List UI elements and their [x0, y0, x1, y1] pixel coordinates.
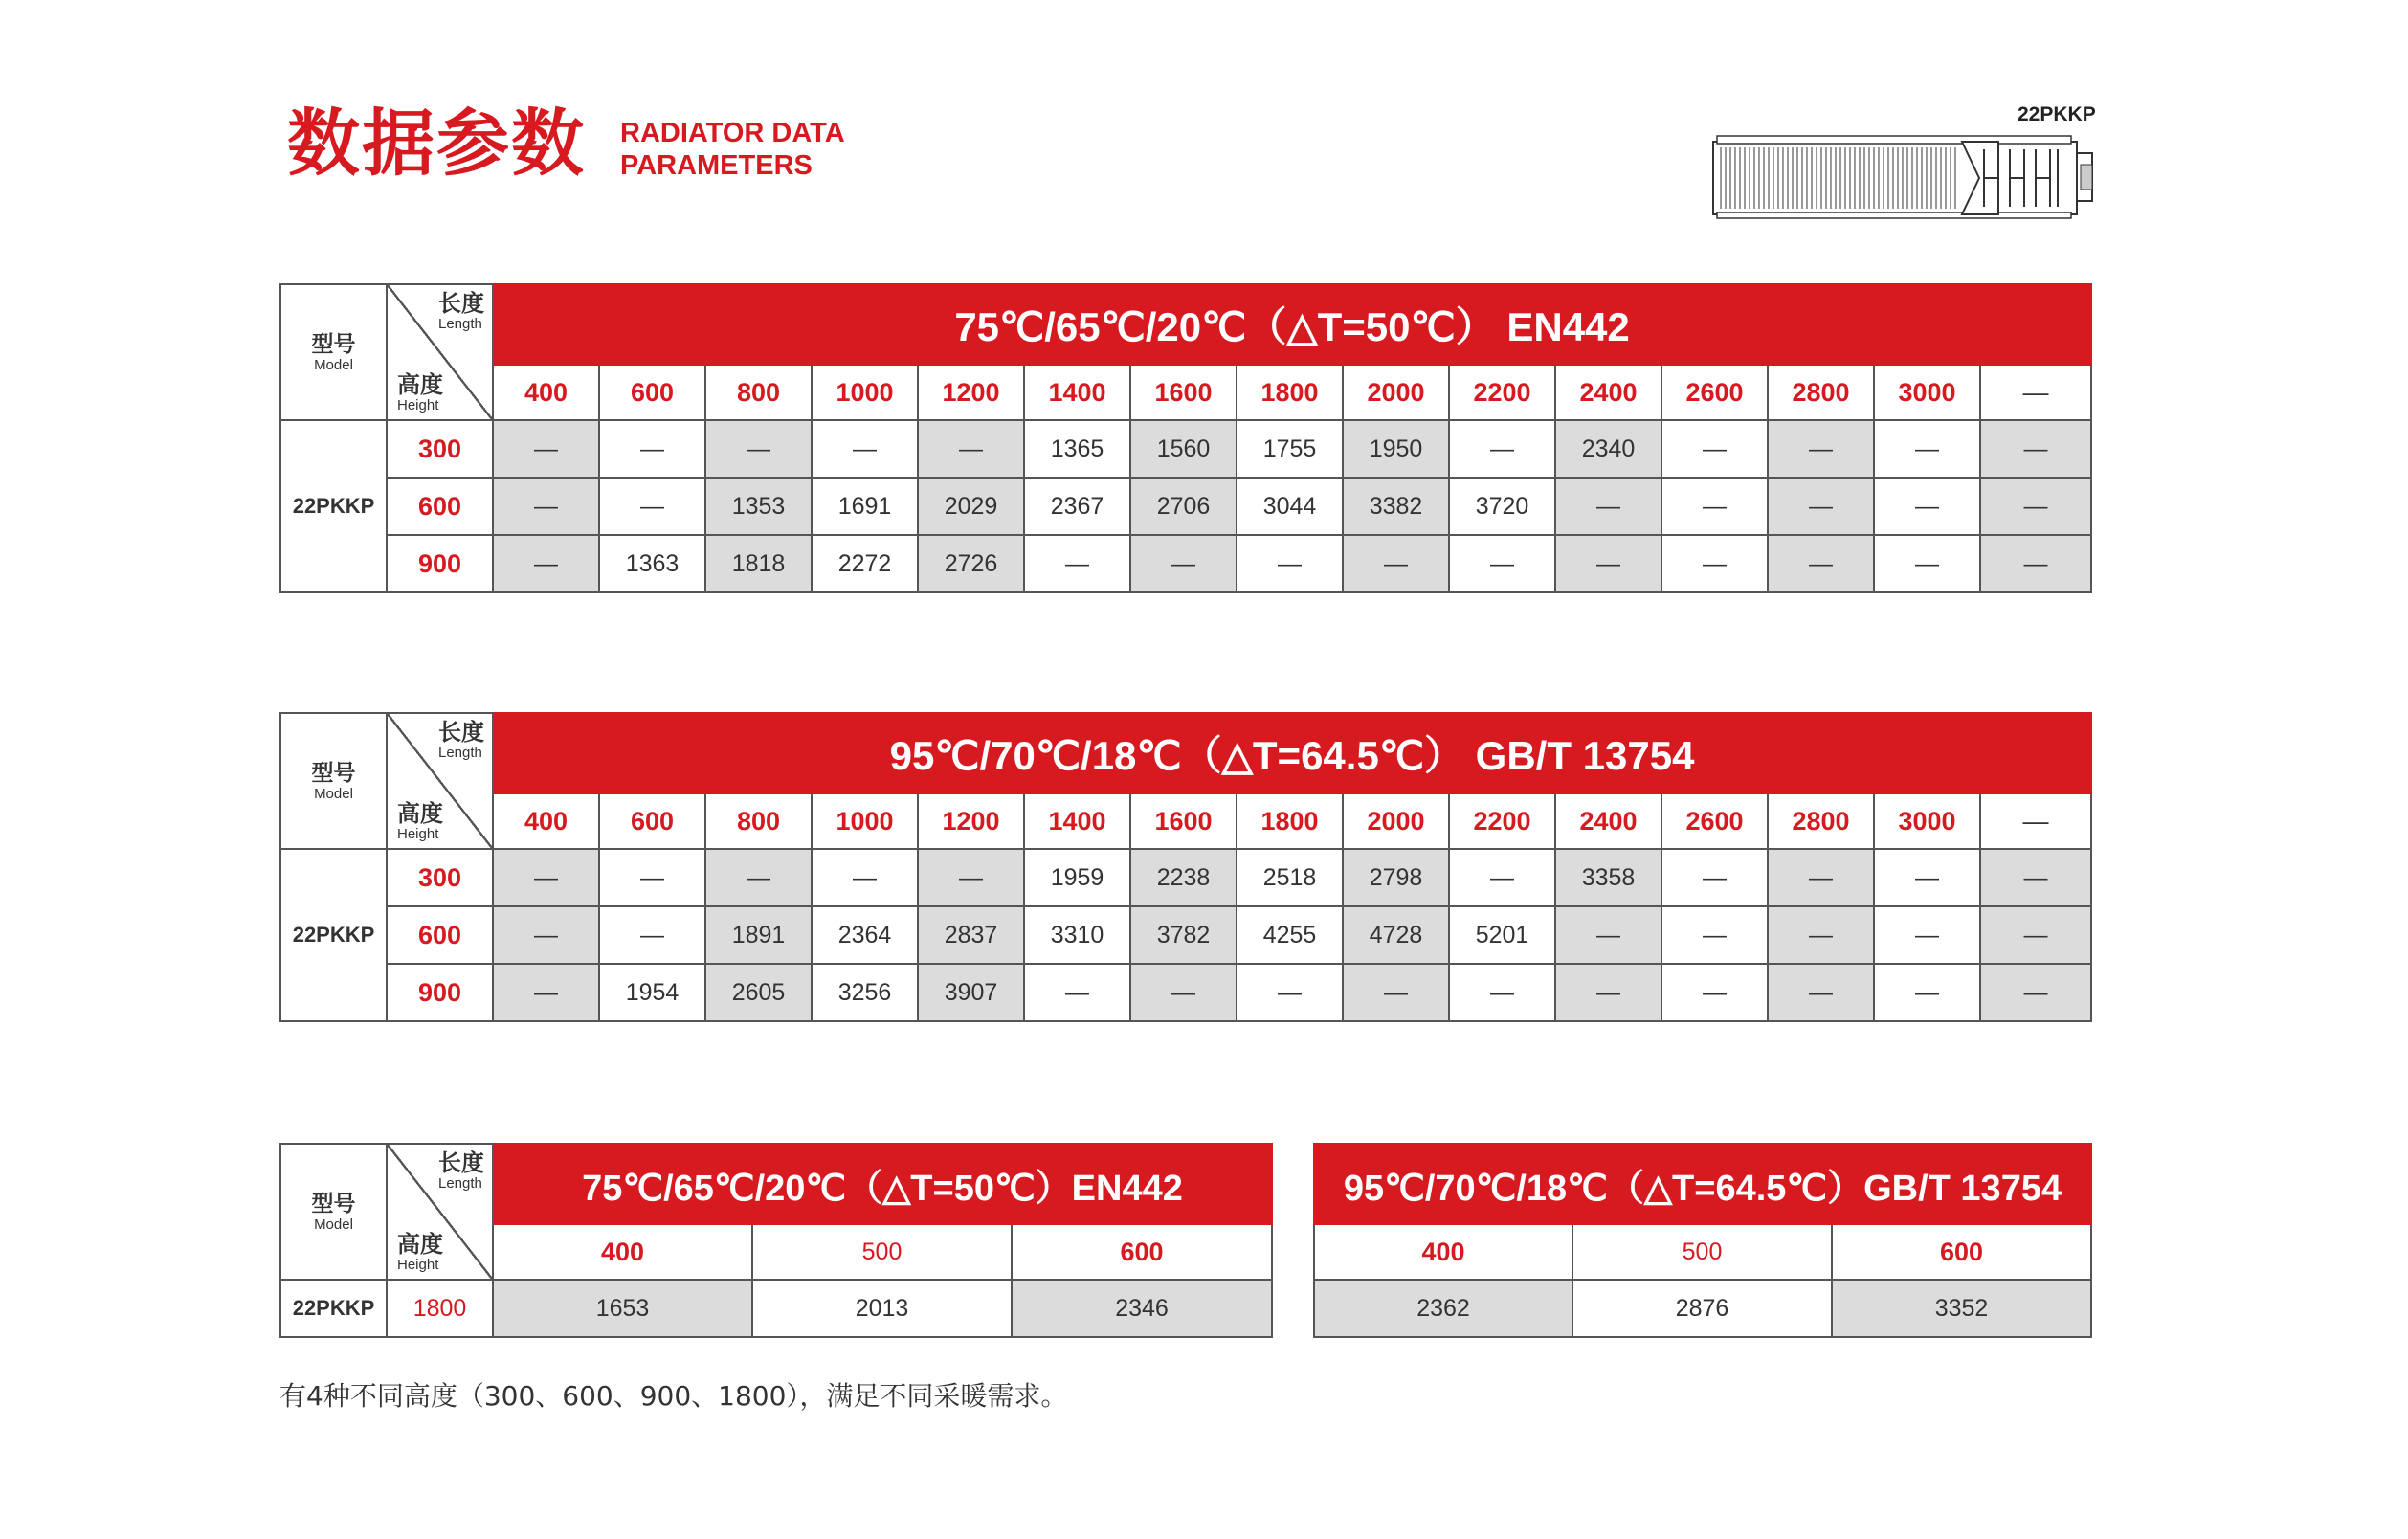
data-cell: — — [1980, 535, 2091, 592]
table-banner: 75℃/65℃/20℃（△T=50℃）EN442 — [493, 1144, 1272, 1224]
data-cell: — — [1874, 420, 1980, 478]
table-banner: 95℃/70℃/18℃（△T=64.5℃）GB/T 13754 — [1314, 1144, 2091, 1224]
data-cell: 1755 — [1237, 420, 1343, 478]
height-label-en: Height — [397, 826, 439, 842]
height-label-en: Height — [397, 397, 439, 413]
data-cell: 2029 — [918, 478, 1024, 535]
data-cell: 1959 — [1024, 849, 1130, 906]
data-cell: — — [1661, 849, 1768, 906]
data-cell: 2362 — [1314, 1280, 1572, 1337]
data-cell: 1950 — [1343, 420, 1449, 478]
data-cell: — — [1449, 420, 1555, 478]
data-table-1800-gbt13754 — [1313, 1143, 2092, 1338]
length-cell: 800 — [705, 793, 812, 849]
data-cell: — — [1980, 478, 2091, 535]
length-cell: 1800 — [1237, 793, 1343, 849]
data-cell: 3352 — [1832, 1280, 2091, 1337]
model-label-en: Model — [314, 356, 353, 373]
data-cell: — — [1980, 849, 2091, 906]
length-label-cn: 长度 — [438, 1150, 484, 1176]
data-cell: — — [1555, 478, 1661, 535]
data-cell: — — [493, 478, 599, 535]
length-label-en: Length — [438, 745, 482, 761]
height-cell: 1800 — [387, 1280, 493, 1337]
model-header — [280, 713, 387, 849]
length-cell: 600 — [599, 365, 705, 420]
table-row — [280, 964, 2091, 1021]
data-cell: — — [812, 849, 918, 906]
length-cell: 2200 — [1449, 793, 1555, 849]
data-table-gbt13754 — [279, 712, 2092, 1022]
length-cell: 1600 — [1130, 365, 1237, 420]
data-cell: 3782 — [1130, 906, 1237, 964]
length-cell: 400 — [1314, 1224, 1572, 1280]
data-cell: 3358 — [1555, 849, 1661, 906]
data-cell: — — [1768, 849, 1874, 906]
data-cell: — — [1874, 478, 1980, 535]
data-cell: — — [1449, 849, 1555, 906]
height-label-cn: 高度 — [397, 372, 443, 398]
data-cell: 3907 — [918, 964, 1024, 1021]
data-cell: — — [705, 849, 812, 906]
data-cell: 1560 — [1130, 420, 1237, 478]
length-cell: — — [1980, 793, 2091, 849]
height-cell: 600 — [387, 906, 493, 964]
data-cell: — — [1980, 420, 2091, 478]
length-label-en: Length — [438, 316, 482, 332]
data-cell: 4255 — [1237, 906, 1343, 964]
length-cell: 2800 — [1768, 365, 1874, 420]
data-cell: — — [1343, 964, 1449, 1021]
data-cell: 3382 — [1343, 478, 1449, 535]
data-cell: — — [1661, 906, 1768, 964]
data-cell: 2706 — [1130, 478, 1237, 535]
height-label-cn: 高度 — [397, 801, 443, 827]
data-cell: — — [1555, 964, 1661, 1021]
height-cell: 600 — [387, 478, 493, 535]
length-cell: 400 — [493, 1224, 752, 1280]
model-tag: 22PKKP — [2018, 103, 2096, 125]
data-cell: — — [1555, 906, 1661, 964]
data-cell: — — [599, 906, 705, 964]
model-label-cn: 型号 — [311, 330, 356, 356]
data-cell: 3310 — [1024, 906, 1130, 964]
data-cell: 2837 — [918, 906, 1024, 964]
length-cell: 600 — [599, 793, 705, 849]
data-cell: — — [1024, 964, 1130, 1021]
model-label-en: Model — [314, 785, 353, 802]
length-cell: 1400 — [1024, 365, 1130, 420]
data-cell: 2364 — [812, 906, 918, 964]
data-cell: 1691 — [812, 478, 918, 535]
model-label-en: Model — [314, 1216, 353, 1233]
data-cell: 3256 — [812, 964, 918, 1021]
model-header — [280, 284, 387, 420]
data-cell: — — [1768, 478, 1874, 535]
data-cell: — — [1874, 906, 1980, 964]
data-cell: — — [812, 420, 918, 478]
length-cell: 1200 — [918, 365, 1024, 420]
data-cell: 1365 — [1024, 420, 1130, 478]
length-cell: 400 — [493, 365, 599, 420]
length-cell: 1000 — [812, 365, 918, 420]
data-cell: — — [1980, 906, 2091, 964]
table-banner: 95℃/70℃/18℃（△T=64.5℃） GB/T 13754 — [493, 713, 2091, 793]
data-cell: 2798 — [1343, 849, 1449, 906]
length-height-header — [387, 1144, 493, 1280]
data-cell: 1954 — [599, 964, 705, 1021]
data-table-1800-en442 — [279, 1143, 1273, 1338]
data-cell: — — [1874, 849, 1980, 906]
table-row — [280, 478, 2091, 535]
length-cell: 1800 — [1237, 365, 1343, 420]
data-cell: — — [1661, 420, 1768, 478]
length-cell: 1200 — [918, 793, 1024, 849]
data-cell: 1653 — [493, 1280, 752, 1337]
table-row — [280, 1280, 1272, 1337]
length-cell: 2600 — [1661, 365, 1768, 420]
data-cell: — — [1768, 964, 1874, 1021]
data-cell: — — [1874, 535, 1980, 592]
radiator-illustration — [1711, 134, 2100, 220]
length-cell: 2400 — [1555, 365, 1661, 420]
data-cell: 2346 — [1012, 1280, 1272, 1337]
table-row — [280, 906, 2091, 964]
data-cell: — — [1768, 420, 1874, 478]
length-cell: 3000 — [1874, 365, 1980, 420]
data-cell: — — [918, 420, 1024, 478]
data-cell: — — [1343, 535, 1449, 592]
table-banner: 75℃/65℃/20℃（△T=50℃） EN442 — [493, 284, 2091, 365]
data-cell: — — [493, 420, 599, 478]
data-cell: — — [1130, 964, 1237, 1021]
footnote: 有4种不同高度（300、600、900、1800），满足不同采暖需求。 — [279, 1380, 1068, 1412]
title-en-line1: RADIATOR DATA — [620, 118, 845, 148]
model-label-cn: 型号 — [311, 1190, 356, 1216]
length-cell: 1600 — [1130, 793, 1237, 849]
data-cell: — — [1768, 906, 1874, 964]
data-cell: — — [1555, 535, 1661, 592]
data-cell: 2013 — [752, 1280, 1012, 1337]
table-row — [280, 535, 2091, 592]
data-cell: — — [493, 906, 599, 964]
data-cell: 2367 — [1024, 478, 1130, 535]
length-cell: 2400 — [1555, 793, 1661, 849]
length-cell: 600 — [1832, 1224, 2091, 1280]
data-table-en442 — [279, 283, 2092, 593]
length-cell: 500 — [752, 1224, 1012, 1280]
length-cell: 600 — [1012, 1224, 1272, 1280]
height-cell: 300 — [387, 420, 493, 478]
height-cell: 900 — [387, 535, 493, 592]
data-cell: 2876 — [1572, 1280, 1832, 1337]
height-cell: 300 — [387, 849, 493, 906]
table-row — [280, 420, 2091, 478]
data-cell: — — [599, 849, 705, 906]
data-cell: — — [1130, 535, 1237, 592]
data-cell: 2340 — [1555, 420, 1661, 478]
model-name: 22PKKP — [280, 420, 387, 592]
data-cell: — — [1661, 478, 1768, 535]
length-cell: — — [1980, 365, 2091, 420]
data-cell: 3720 — [1449, 478, 1555, 535]
data-cell: — — [1980, 964, 2091, 1021]
data-cell: 4728 — [1343, 906, 1449, 964]
data-cell: — — [1024, 535, 1130, 592]
length-cell: 2000 — [1343, 365, 1449, 420]
length-height-header — [387, 284, 493, 420]
data-cell: — — [1449, 964, 1555, 1021]
model-name: 22PKKP — [280, 849, 387, 1021]
model-header — [280, 1144, 387, 1280]
height-cell: 900 — [387, 964, 493, 1021]
data-cell: — — [1449, 535, 1555, 592]
length-cell: 1000 — [812, 793, 918, 849]
data-cell: 3044 — [1237, 478, 1343, 535]
data-cell: 1818 — [705, 535, 812, 592]
data-cell: — — [1237, 535, 1343, 592]
length-cell: 2200 — [1449, 365, 1555, 420]
model-name: 22PKKP — [280, 1280, 387, 1337]
data-cell: — — [1661, 535, 1768, 592]
length-label-cn: 长度 — [438, 720, 484, 746]
length-label-cn: 长度 — [438, 291, 484, 317]
data-cell: 2272 — [812, 535, 918, 592]
model-label-cn: 型号 — [311, 759, 356, 785]
length-cell: 800 — [705, 365, 812, 420]
height-label-cn: 高度 — [397, 1232, 443, 1258]
data-cell: — — [599, 478, 705, 535]
data-cell: 1363 — [599, 535, 705, 592]
data-cell: — — [705, 420, 812, 478]
data-cell: — — [493, 535, 599, 592]
data-cell: — — [599, 420, 705, 478]
length-height-header — [387, 713, 493, 849]
data-cell: 1353 — [705, 478, 812, 535]
table-row — [1314, 1280, 2091, 1337]
length-cell: 1400 — [1024, 793, 1130, 849]
data-cell: — — [1237, 964, 1343, 1021]
table-row — [280, 849, 2091, 906]
length-cell: 500 — [1572, 1224, 1832, 1280]
data-cell: — — [1661, 964, 1768, 1021]
data-cell: — — [918, 849, 1024, 906]
page-title-en — [620, 117, 845, 182]
data-cell: — — [1874, 964, 1980, 1021]
data-cell: 2605 — [705, 964, 812, 1021]
data-cell: 2726 — [918, 535, 1024, 592]
page-title-cn: 数据参数 — [287, 100, 586, 186]
length-cell: 2800 — [1768, 793, 1874, 849]
data-cell: — — [1768, 535, 1874, 592]
length-cell: 400 — [493, 793, 599, 849]
data-cell: 1891 — [705, 906, 812, 964]
height-label-en: Height — [397, 1257, 439, 1273]
data-cell: — — [493, 849, 599, 906]
title-en-line2: PARAMETERS — [620, 150, 813, 181]
length-label-en: Length — [438, 1175, 482, 1192]
length-cell: 3000 — [1874, 793, 1980, 849]
data-cell: 5201 — [1449, 906, 1555, 964]
length-cell: 2600 — [1661, 793, 1768, 849]
length-cell: 2000 — [1343, 793, 1449, 849]
data-cell: 2238 — [1130, 849, 1237, 906]
data-cell: — — [493, 964, 599, 1021]
data-cell: 2518 — [1237, 849, 1343, 906]
